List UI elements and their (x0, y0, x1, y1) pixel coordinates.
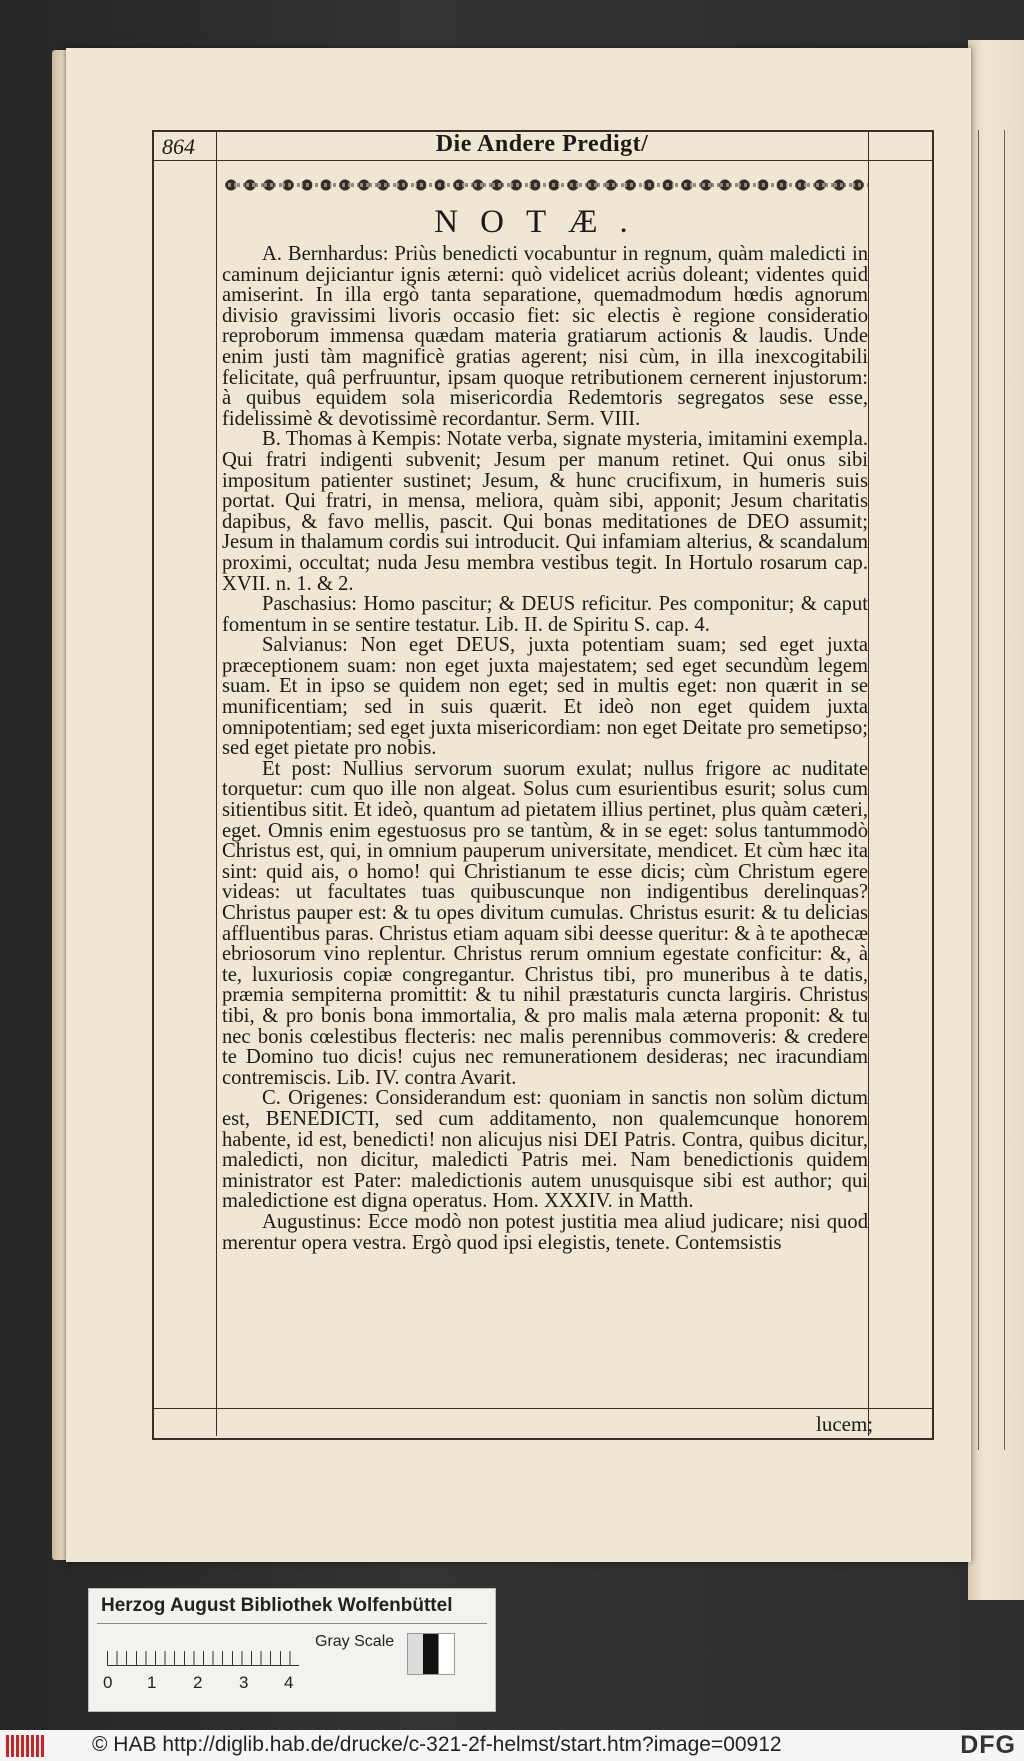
barcode-icon (6, 1735, 46, 1757)
ornament-band (222, 174, 868, 196)
gray-scale-label: Gray Scale (315, 1633, 395, 1650)
gray-scale-swatch (407, 1633, 455, 1675)
ruler-number: 0 (103, 1673, 113, 1692)
section-heading: NOTÆ. (434, 204, 650, 240)
ruler-number: 4 (284, 1673, 294, 1692)
note-salvianus: Salvianus: Non eget DEUS, juxta potentiam suam; sed eget juxta præceptionem suam: non eget juxta majestatem; sed eget secundùm legem suam. Et in ipso se quidem non eget; sed in multis eget: non quærit in se munificentiam; sed in suis quærit. Et ideò non eget quidem juxta omnipotentiam; sed eget juxta misericordiam: non eget Deitate pro semetipso; sed eget pietate pro nobis. (222, 634, 868, 760)
page-number: 864 (162, 134, 195, 159)
ruler-number: 2 (193, 1673, 203, 1692)
frame-rule-left (216, 130, 217, 1436)
frame-rule-right (868, 130, 869, 1436)
note-et-post: Et post: Nullius servorum suorum exulat; nullus frigore ac nuditate torquetur: cum quo ille non algeat. Solus cum esurientibus esurit; solus cum sitientibus sitit. Et ideò, quantum ad pietatem illius pertinet, plus quàm cæteri, eget. Omnis enim egestuosus pro se tantùm, & in se eget: solus tantummodò Christus est, qui, in omnium pauperum universitate, mendicet. Et cùm hæc ita sint: quid ais, o homo! qui Christianum te esse dicis; cùm Christum egere videas: ut facultates tuas quibuscunque non indigentibus derelinquas? Christus pauper est: & tu opes divitum cumulas. Christus esurit: & tu delicias affluentibus paras. Christus etiam aquam sibi deesse queritur: & à te apothecæ ebriosorum vino replentur. Christus rerum omnium egestate conficitur: &, à te, luxuriosis copiæ congregantur. Christus tibi, pro muneribus à te datis, præmia sempiterna promittit: & tu nihil præstaturis cuncta largiris. Christus tibi, & pro bonis bona immortalia, & pro malis mala æterna proponit: & tu nec bonis cœlestibus flecteris: nec malis perennibus commoveris: & credere te Domino tuo dicis! cujus nec remunerationem desideras; nec iracundiam contremiscis. Lib. IV. contra Avarit. (222, 757, 868, 1089)
note-augustinus: Augustinus: Ecce modò non potest justitia mea aliud judicare; nisi quod merentur opera vestra. Ergò quod ipsi elegistis, tenete. Contemsistis (222, 1210, 868, 1254)
note-paschasius: Paschasius: Homo pascitur; & DEUS reficitur. Pes componitur; & caput fomentum in se sentire testatur. Lib. II. de Spiritu S. cap. 4. (222, 593, 868, 636)
catchword: lucem; (816, 1412, 874, 1436)
dfg-logo: DFG (960, 1731, 1016, 1759)
running-head: Die Andere Predigt/ (435, 131, 649, 157)
cm-ruler (107, 1635, 299, 1666)
adjacent-page (968, 40, 1024, 1600)
note-c-origenes: C. Origenes: Considerandum est: quoniam in sanctis non solùm dictum est, BENEDICTI, sed cum additamento, non qualemcunque honorem habente, id est, benedicti! non alicujus nisi DEI Patris. Contra, quibus dicitur, maledicti, non dicitur, maledicti Patris mei. Nam benedictionis quidem ministrator est Pater: maledictionis autem unusquisque sibi est author; qui maledictione est digna operatus. Hom. XXXIV. in Matth. (222, 1087, 868, 1213)
card-divider (97, 1623, 487, 1624)
copyright-url[interactable]: © HAB http://diglib.hab.de/drucke/c-321-2f-helmst/start.htm?image=00912 (92, 1733, 782, 1756)
note-a-bernhardus: A. Bernhardus: Priùs benedicti vocabuntur in regnum, quàm maledicti in caminum dejiciantur ignis æterni: quò videlicet acriùs doleant; videntes quid amiserint. In illa ergò tanta separatione, quemadmodum hœdis agnorum divisio gravissimi livoris occasio fiet: sic electis è regione consideratio reproborum immensa quædam materia gratiarum actionis & laudis. Unde enim justi tàm magnificè gratias agerent; nisi cùm, in illa inexcogitabili felicitate, quâ perfruuntur, ipsam quoque retributionem cernerent injustorum: à quibus equidem sola misericordia Redemtoris segregatos sese esse, fidelissimè & devotissimè recordantur. Serm. VIII. (222, 243, 868, 430)
notes-body (222, 244, 868, 1253)
library-name: Herzog August Bibliothek Wolfenbüttel (101, 1595, 453, 1616)
ruler-number: 3 (239, 1673, 249, 1692)
gray-scale-card (88, 1588, 496, 1712)
frame-foot-rule (152, 1408, 934, 1409)
frame-head-rule (152, 160, 934, 161)
footer-bar (0, 1730, 1024, 1761)
note-b-kempis: B. Thomas à Kempis: Notate verba, signate mysteria, imitamini exempla. Qui fratri indigenti subvenit; Jesum per manum retinet. Qui onus sibi impositum patienter sustinet; Jesum, & hunc crucifixum, in humeris suis portat. Qui fratri, in mensa, meliora, quàm sibi, apponit; Jesum charitatis dapibus, & favo mellis, pascit. Qui bonas meditationes de DEO assumit; Jesum in thalamum cordis sui introducit. Qui infamiam alterius, & scandalum proximi, occultat; nuda Jesu membra vestibus tegit. In Hortulo rosarum cap. XVII. n. 1. & 2. (222, 428, 868, 595)
ruler-number: 1 (147, 1673, 157, 1692)
